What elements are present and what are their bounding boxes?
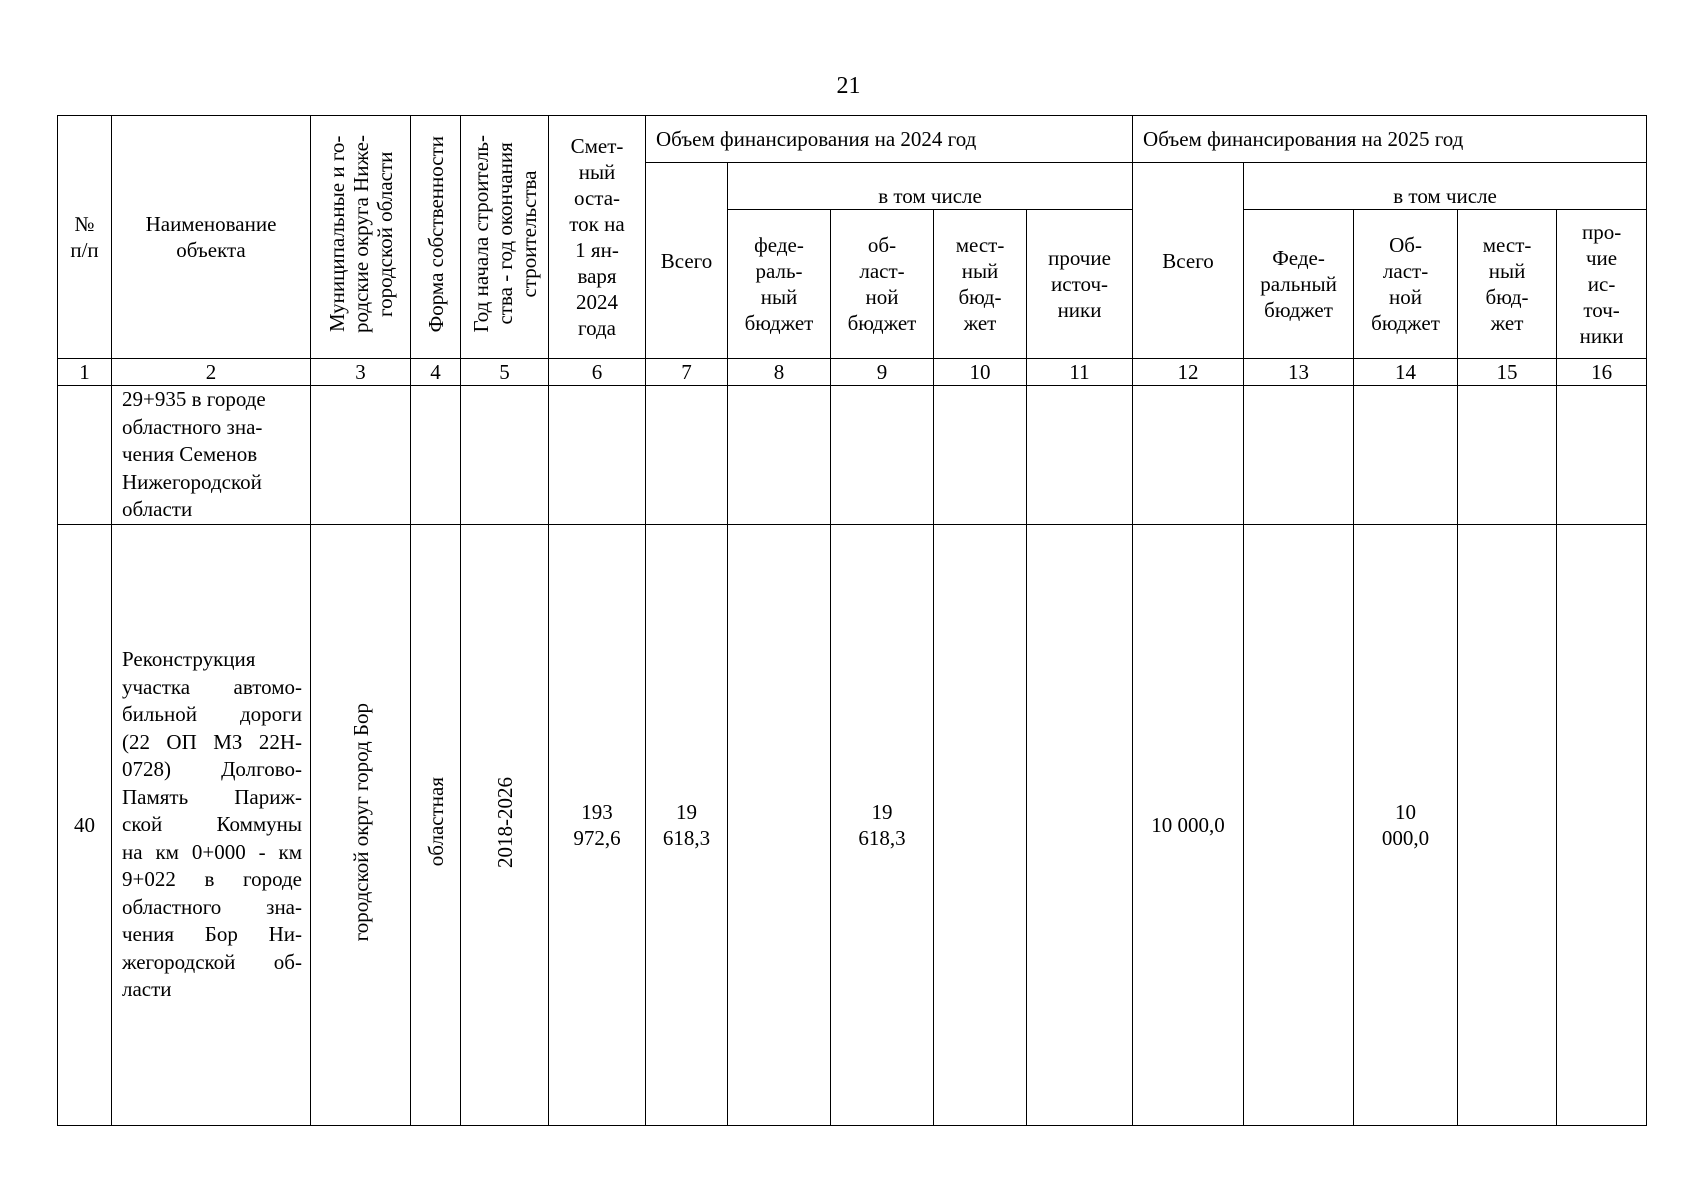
header-fed-2025: Феде- ральный бюджет — [1244, 210, 1354, 359]
column-number-row — [58, 359, 1647, 386]
row-name-line: бильной дороги — [122, 702, 302, 727]
row-name-line: 9+022 в городе — [122, 867, 302, 892]
row-name-line: Память Париж- — [122, 784, 302, 809]
row-name-line: (22 ОП МЗ 22Н- — [122, 729, 302, 754]
column-number: 13 — [1244, 359, 1354, 386]
column-number: 12 — [1133, 359, 1244, 386]
column-number: 5 — [461, 359, 549, 386]
header-col-years: Год начала строитель- ства - год окончания строительства — [461, 116, 549, 359]
row-name: 29+935 в городе областного зна- чения Семенов Нижегородской области — [112, 386, 311, 525]
row-years: 2018-2026 — [461, 525, 549, 1126]
row-ownership — [411, 386, 461, 525]
header-obl-2025: Об- ласт- ной бюджет — [1354, 210, 1458, 359]
row-fed-2025 — [1244, 525, 1354, 1126]
column-number: 10 — [934, 359, 1027, 386]
row-total-2025: 10 000,0 — [1133, 525, 1244, 1126]
header-group-2024: Объем финансирования на 2024 год — [646, 116, 1133, 163]
column-number: 14 — [1354, 359, 1458, 386]
row-fed-2024 — [728, 525, 831, 1126]
row-ownership: областная — [411, 525, 461, 1126]
column-number: 16 — [1557, 359, 1647, 386]
row-proch-2024 — [1027, 525, 1133, 1126]
header-col-district: Муниципальные и го- родские округа Ниже- городской области — [311, 116, 411, 359]
row-proch-2024 — [1027, 386, 1133, 525]
row-name-line: ской Коммуны — [122, 812, 302, 837]
row-total-2025 — [1133, 386, 1244, 525]
header-proch-2025: про- чие ис- точ- ники — [1557, 210, 1647, 359]
header-total-2025: Всего — [1133, 163, 1244, 359]
row-fed-2024 — [728, 386, 831, 525]
row-name — [112, 525, 311, 1126]
column-number: 1 — [58, 359, 112, 386]
row-mest-2025 — [1458, 386, 1557, 525]
row-name-line: участка автомо- — [122, 674, 302, 699]
row-name-line: жегородской об- — [122, 949, 302, 974]
row-name-line: ласти — [122, 977, 172, 1002]
column-number: 6 — [549, 359, 646, 386]
table-row — [58, 386, 1647, 525]
row-total-2024 — [646, 386, 728, 525]
table-row — [58, 525, 1647, 1126]
row-fed-2025 — [1244, 386, 1354, 525]
row-mest-2024 — [934, 525, 1027, 1126]
row-proch-2025 — [1557, 386, 1647, 525]
row-obl-2024 — [831, 386, 934, 525]
row-name-line: на км 0+000 - км — [122, 839, 302, 864]
column-number: 4 — [411, 359, 461, 386]
column-number: 2 — [112, 359, 311, 386]
row-name-line: чения Бор Ни- — [122, 922, 302, 947]
row-name-line: 0728) Долгово- — [122, 757, 302, 782]
row-remainder — [549, 386, 646, 525]
column-number: 9 — [831, 359, 934, 386]
column-number: 3 — [311, 359, 411, 386]
row-years — [461, 386, 549, 525]
row-name-line: областного зна- — [122, 894, 302, 919]
header-obl-2024: об- ласт- ной бюджет — [831, 210, 934, 359]
row-district — [311, 386, 411, 525]
header-total-2024: Всего — [646, 163, 728, 359]
row-district: городской округ город Бор — [311, 525, 411, 1126]
header-group-2025: Объем финансирования на 2025 год — [1133, 116, 1647, 163]
column-number: 7 — [646, 359, 728, 386]
header-mest-2025: мест- ный бюд- жет — [1458, 210, 1557, 359]
row-name-line: Реконструкция — [122, 647, 256, 672]
header-incl-2025: в том числе — [1244, 163, 1647, 210]
row-proch-2025 — [1557, 525, 1647, 1126]
row-obl-2025 — [1354, 386, 1458, 525]
row-obl-2025: 10 000,0 — [1354, 525, 1458, 1126]
header-incl-2024: в том числе — [728, 163, 1133, 210]
header-proch-2024: прочие источ- ники — [1027, 210, 1133, 359]
header-col-num: № п/п — [58, 116, 112, 359]
row-total-2024: 19 618,3 — [646, 525, 728, 1126]
header-mest-2024: мест- ный бюд- жет — [934, 210, 1027, 359]
column-number: 8 — [728, 359, 831, 386]
header-col-remainder: Смет- ный оста- ток на 1 ян- варя 2024 года — [549, 116, 646, 359]
row-remainder: 193 972,6 — [549, 525, 646, 1126]
row-mest-2025 — [1458, 525, 1557, 1126]
row-mest-2024 — [934, 386, 1027, 525]
header-row-1 — [58, 116, 1647, 163]
row-obl-2024: 19 618,3 — [831, 525, 934, 1126]
page-number: 21 — [836, 73, 861, 99]
column-number: 11 — [1027, 359, 1133, 386]
row-num: 40 — [58, 525, 112, 1126]
row-num — [58, 386, 112, 525]
header-fed-2024: феде- раль- ный бюджет — [728, 210, 831, 359]
header-col-name: Наименование объекта — [112, 116, 311, 359]
financing-table — [57, 115, 1647, 1126]
column-number: 15 — [1458, 359, 1557, 386]
header-col-ownership: Форма собственности — [411, 116, 461, 359]
